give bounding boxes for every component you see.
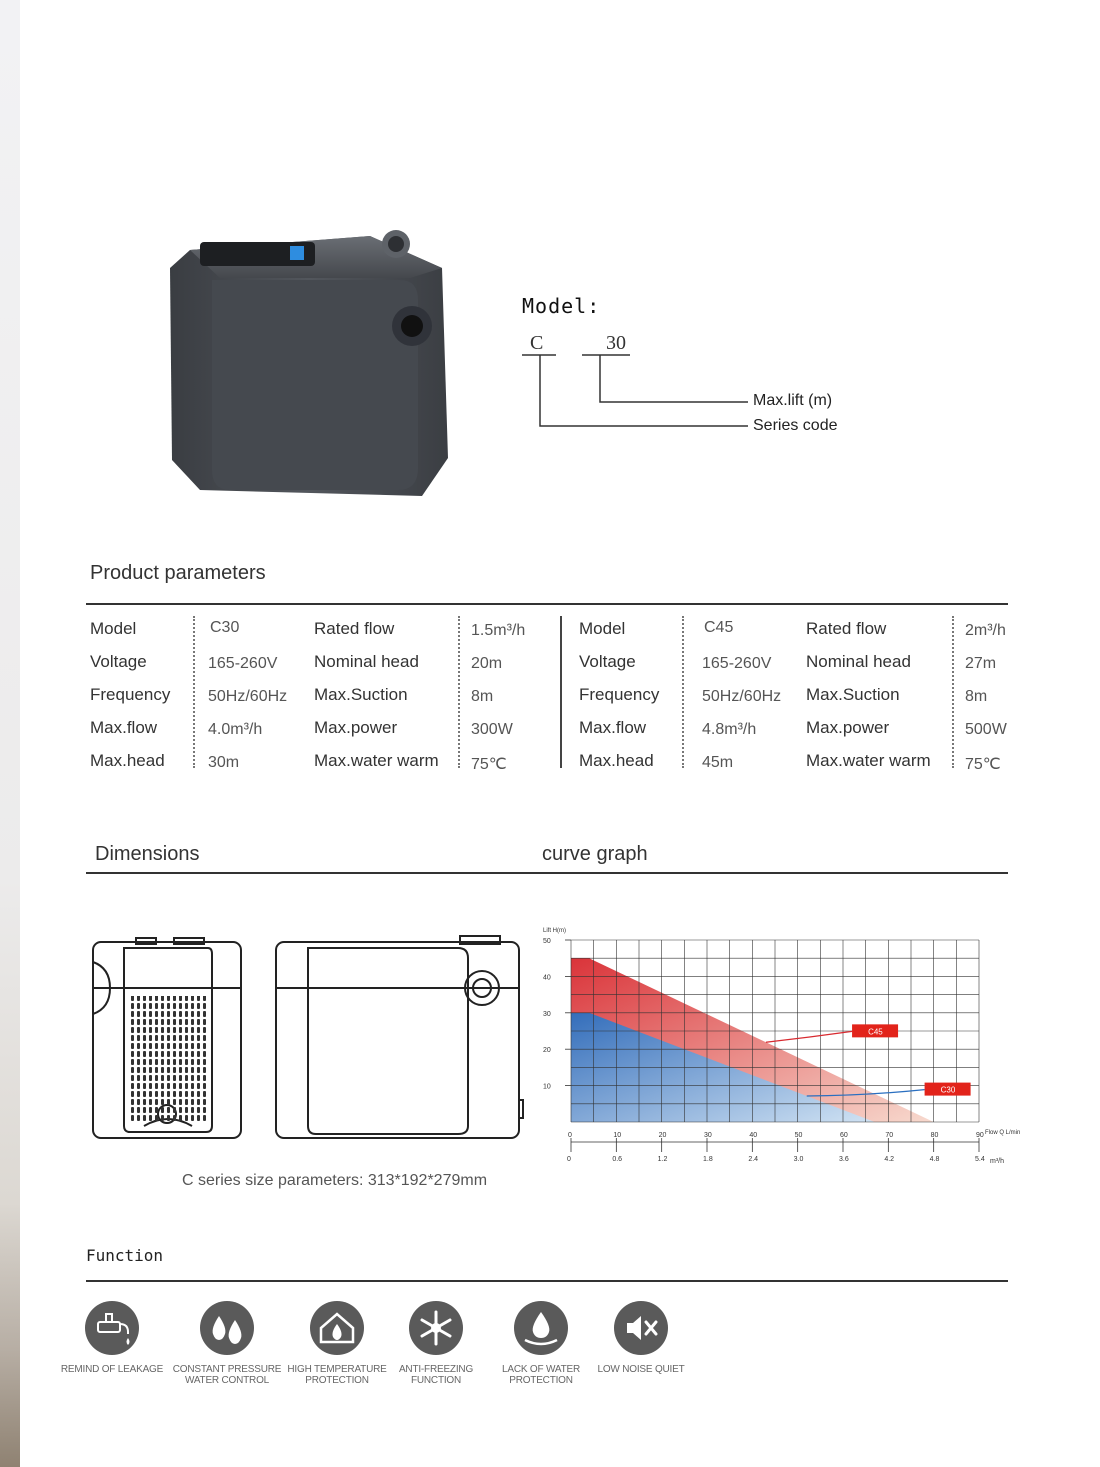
param-key: Rated flow bbox=[314, 619, 395, 638]
function-label: CONSTANT PRESSURE WATER CONTROL bbox=[172, 1364, 282, 1386]
pump-curve-chart bbox=[535, 922, 1021, 1172]
function-label: ANTI-FREEZING FUNCTION bbox=[398, 1364, 474, 1386]
size-parameters-caption: C series size parameters: 313*192*279mm bbox=[182, 1172, 488, 1189]
param-value: 30m bbox=[208, 754, 240, 771]
x2-tick-label: 1.8 bbox=[703, 1156, 713, 1163]
x-tick-label: 50 bbox=[794, 1132, 803, 1139]
section-divider bbox=[86, 1280, 1008, 1282]
series-label-c45: C45 bbox=[868, 1027, 883, 1037]
pump-photo bbox=[160, 228, 455, 503]
param-value: 300W bbox=[471, 721, 513, 738]
param-key: Max.Suction bbox=[806, 685, 900, 704]
x-tick-label: 60 bbox=[840, 1132, 848, 1139]
param-key: Voltage bbox=[579, 652, 636, 671]
x2-tick-label: 2.4 bbox=[748, 1156, 759, 1163]
param-key: Frequency bbox=[579, 685, 660, 704]
x-tick-label: 0 bbox=[568, 1132, 572, 1139]
param-key: Nominal head bbox=[314, 652, 419, 671]
model-separator bbox=[560, 616, 562, 768]
model-code-number: 30 bbox=[606, 332, 626, 354]
dotted-divider bbox=[952, 616, 954, 768]
function-label: LOW NOISE QUIET bbox=[597, 1364, 685, 1375]
max-lift-label: Max.lift (m) bbox=[753, 392, 833, 409]
param-key: Max.Suction bbox=[314, 685, 408, 704]
x2-axis-label: m³/h bbox=[990, 1158, 1004, 1165]
function-item-low-noise bbox=[579, 1300, 703, 1375]
model-code-diagram bbox=[520, 330, 860, 445]
model-code-letter: C bbox=[530, 332, 544, 354]
x-axis-label: Flow Q L/min bbox=[985, 1130, 1021, 1136]
param-value: 2m³/h bbox=[965, 622, 1006, 639]
param-value: 8m bbox=[471, 688, 494, 705]
x-tick-label: 90 bbox=[976, 1132, 984, 1139]
curve-graph-title: curve graph bbox=[542, 843, 648, 865]
x-tick-label: 40 bbox=[749, 1132, 758, 1139]
param-key: Max.power bbox=[314, 718, 398, 737]
param-key: Frequency bbox=[90, 685, 171, 704]
x2-tick-label: 4.8 bbox=[929, 1156, 940, 1163]
x2-tick-label: 1.2 bbox=[657, 1156, 668, 1163]
x2-tick-label: 3.6 bbox=[839, 1156, 849, 1163]
param-value: 27m bbox=[965, 655, 997, 672]
param-key: Max.head bbox=[90, 751, 165, 770]
param-value: C45 bbox=[704, 619, 734, 636]
param-key: Rated flow bbox=[806, 619, 887, 638]
dimension-drawings bbox=[88, 930, 528, 1155]
series-code-label: Series code bbox=[753, 417, 838, 434]
y-tick-label: 40 bbox=[543, 974, 551, 982]
param-key: Max.head bbox=[579, 751, 654, 770]
function-label: REMIND OF LEAKAGE bbox=[60, 1364, 164, 1375]
param-key: Max.power bbox=[806, 718, 890, 737]
y-tick-label: 10 bbox=[543, 1083, 551, 1091]
function-label: HIGH TEMPERATURE PROTECTION bbox=[287, 1364, 387, 1386]
function-title: Function bbox=[86, 1246, 164, 1265]
param-value: 50Hz/60Hz bbox=[208, 688, 288, 705]
product-parameters-title: Product parameters bbox=[90, 562, 266, 584]
param-key: Max.flow bbox=[90, 718, 158, 737]
model-title: Model: bbox=[522, 294, 601, 318]
param-value: 165-260V bbox=[702, 655, 772, 672]
faucet-icon bbox=[84, 1300, 140, 1356]
x2-tick-label: 5.4 bbox=[975, 1156, 985, 1163]
y-tick-label: 20 bbox=[543, 1047, 551, 1055]
param-value: 4.0m³/h bbox=[208, 721, 263, 738]
y-axis-label: Lift H(m) bbox=[543, 928, 566, 934]
x-tick-label: 20 bbox=[658, 1132, 667, 1139]
product-parameters-table bbox=[90, 612, 1010, 777]
param-value: C30 bbox=[210, 619, 240, 636]
section-divider bbox=[86, 872, 1008, 874]
x-tick-label: 10 bbox=[613, 1132, 622, 1139]
series-leader-c45 bbox=[766, 1031, 852, 1042]
series-label-c30: C30 bbox=[940, 1085, 956, 1095]
house-fire-icon bbox=[309, 1300, 365, 1356]
dotted-divider bbox=[458, 616, 460, 768]
x-tick-label: 30 bbox=[704, 1132, 712, 1139]
water-drop-icon bbox=[513, 1300, 569, 1356]
param-key: Max.water warm bbox=[314, 751, 439, 770]
x2-tick-label: 4.2 bbox=[884, 1156, 895, 1163]
param-value: 50Hz/60Hz bbox=[702, 688, 782, 705]
left-edge-strip bbox=[0, 0, 20, 1467]
function-label: LACK OF WATER PROTECTION bbox=[502, 1364, 580, 1386]
x-tick-label: 80 bbox=[930, 1132, 939, 1139]
dimensions-title: Dimensions bbox=[95, 843, 200, 865]
x2-tick-label: 3.0 bbox=[793, 1156, 804, 1163]
speaker-mute-icon bbox=[613, 1300, 669, 1356]
param-value: 4.8m³/h bbox=[702, 721, 757, 738]
param-value: 75℃ bbox=[471, 756, 507, 773]
param-value: 1.5m³/h bbox=[471, 622, 526, 639]
x2-tick-label: 0.6 bbox=[612, 1156, 623, 1163]
x2-tick-label: 0 bbox=[567, 1156, 571, 1163]
param-value: 8m bbox=[965, 688, 988, 705]
param-key: Nominal head bbox=[806, 652, 911, 671]
dotted-divider bbox=[682, 616, 684, 768]
param-value: 45m bbox=[702, 754, 734, 771]
param-value: 20m bbox=[471, 655, 503, 672]
function-item-leakage bbox=[50, 1300, 174, 1375]
param-key: Voltage bbox=[90, 652, 147, 671]
dotted-divider bbox=[193, 616, 195, 768]
param-key: Max.flow bbox=[579, 718, 647, 737]
param-key: Model bbox=[90, 619, 137, 638]
snowflake-icon bbox=[408, 1300, 464, 1356]
y-tick-label: 30 bbox=[543, 1010, 551, 1018]
function-item-constant-pressure bbox=[165, 1300, 289, 1386]
section-divider bbox=[86, 603, 1008, 605]
y-tick-label: 50 bbox=[543, 938, 551, 945]
water-drops-icon bbox=[199, 1300, 255, 1356]
param-value: 165-260V bbox=[208, 655, 278, 672]
x-tick-label: 70 bbox=[885, 1132, 894, 1139]
param-value: 500W bbox=[965, 721, 1007, 738]
param-key: Model bbox=[579, 619, 626, 638]
param-key: Max.water warm bbox=[806, 751, 931, 770]
param-value: 75℃ bbox=[965, 756, 1001, 773]
